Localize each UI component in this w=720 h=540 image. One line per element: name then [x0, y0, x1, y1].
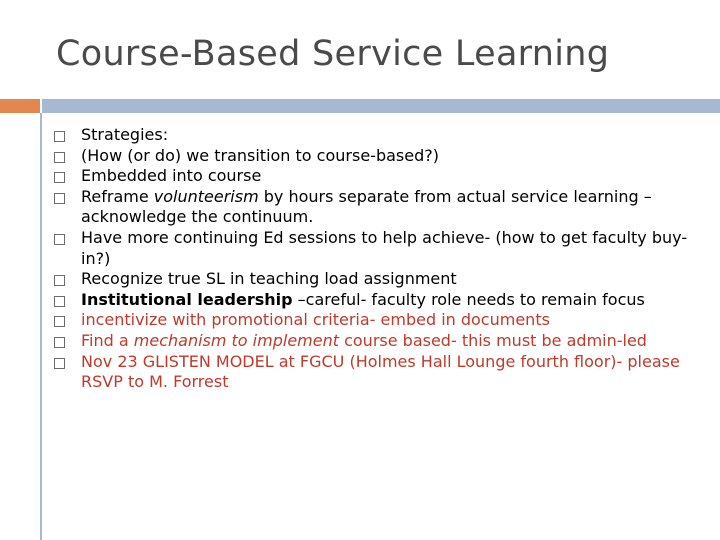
list-item: [54, 125, 714, 146]
square-bullet-icon: [54, 337, 65, 348]
bullet-text: Recognize true SL in teaching load assignment: [81, 269, 457, 289]
list-item: [54, 352, 714, 393]
bullet-text: Nov 23 GLISTEN MODEL at FGCU (Holmes Hall Lounge fourth floor)- please RSVP to M. Forrest: [81, 351, 680, 392]
square-bullet-icon: [54, 275, 65, 286]
list-item: [54, 187, 714, 228]
bullet-text: Strategies:: [81, 125, 169, 144]
bullet-text-rest: course based- this must be admin-led: [339, 330, 647, 350]
accent-bar: [0, 99, 40, 113]
bullet-list: [54, 125, 714, 393]
square-bullet-icon: [54, 316, 65, 327]
bullet-text-emphasis: mechanism to implement: [133, 330, 339, 350]
bullet-text-lead: Find a: [81, 330, 134, 350]
square-bullet-icon: [54, 234, 65, 245]
title-underline-bar: [42, 99, 720, 113]
slide-title: Course-Based Service Learning: [56, 34, 610, 74]
square-bullet-icon: [54, 131, 65, 142]
square-bullet-icon: [54, 172, 65, 183]
list-item: [54, 310, 714, 331]
list-item: [54, 166, 714, 187]
list-item: [54, 146, 714, 167]
bullet-text-lead: Reframe: [81, 186, 154, 206]
square-bullet-icon: [54, 296, 65, 307]
bullet-text: incentivize with promotional criteria- embed in documents: [81, 310, 550, 330]
square-bullet-icon: [54, 193, 65, 204]
list-item: [54, 228, 714, 269]
square-bullet-icon: [54, 152, 65, 163]
bullet-text-rest: by hours separate from actual service learning – acknowledge the continuum.: [81, 186, 652, 227]
bullet-text: Have more continuing Ed sessions to help achieve- (how to get faculty buy-in?): [81, 227, 688, 268]
bullet-text: (How (or do) we transition to course-based?): [81, 145, 439, 165]
left-vertical-rule: [40, 113, 42, 540]
square-bullet-icon: [54, 358, 65, 369]
list-item: [54, 331, 714, 352]
list-item: [54, 269, 714, 290]
bullet-text-rest: –careful- faculty role needs to remain focus: [292, 289, 645, 309]
bullet-text: Embedded into course: [81, 166, 262, 186]
bullet-text-bold: Institutional leadership: [81, 289, 293, 309]
bullet-text-emphasis: volunteerism: [153, 186, 259, 206]
list-item: [54, 290, 714, 311]
